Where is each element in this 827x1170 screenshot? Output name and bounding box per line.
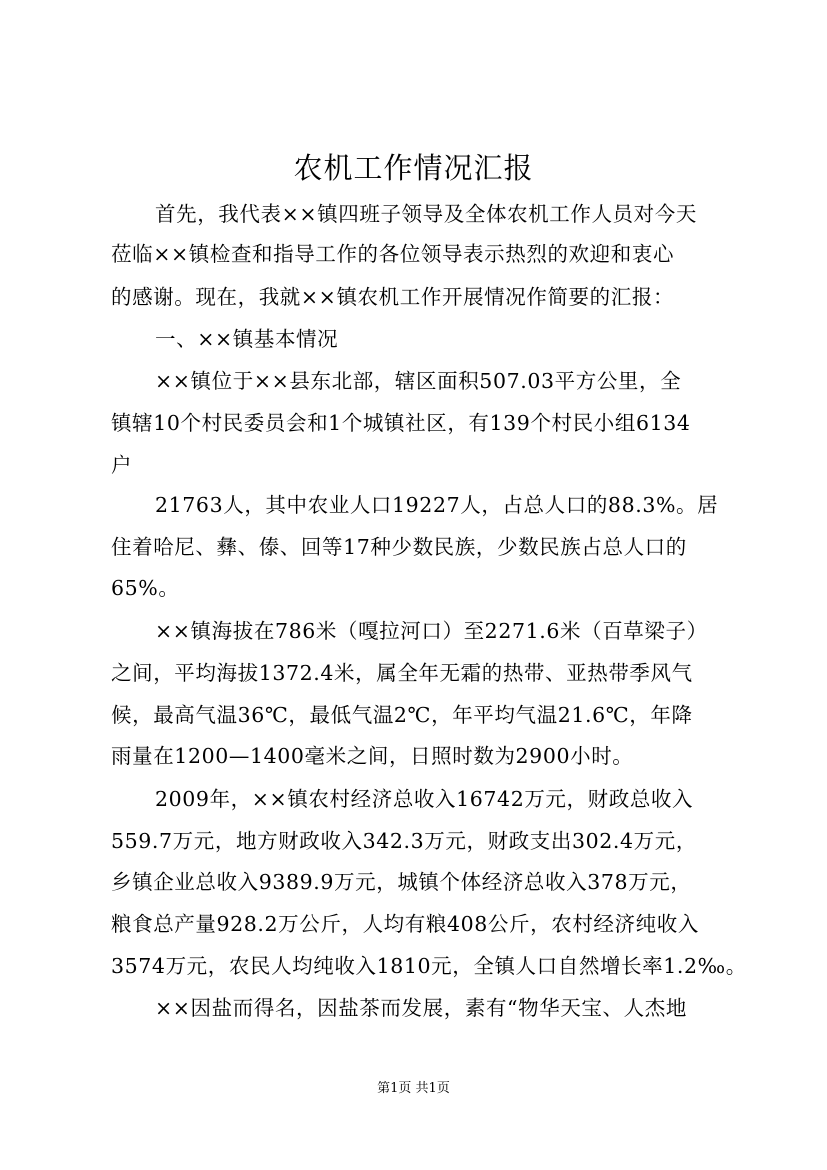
paragraph-line: 之间，平均海拔1372.4米，属全年无霜的热带、亚热带季风气 [111,661,693,685]
paragraph-line: 559.7万元，地方财政收入342.3万元，财政支出302.4万元， [111,829,697,853]
paragraph-line: 65%。 [111,576,180,600]
paragraph-line: 住着哈尼、彝、傣、回等17种少数民族，少数民族占总人口的 [111,535,687,559]
paragraph-line: 首先，我代表××镇四班子领导及全体农机工作人员对今天 [155,202,697,226]
paragraph-line: ××镇位于××县东北部，辖区面积507.03平方公里，全 [155,369,682,393]
paragraph-line: 莅临××镇检查和指导工作的各位领导表示热烈的欢迎和衷心 [111,242,675,266]
paragraph-line: 乡镇企业总收入9389.9万元，城镇个体经济总收入378万元， [111,870,692,894]
paragraph-line: ××镇海拔在786米（嘎拉河口）至2271.6米（百草梁子） [155,619,708,643]
paragraph-line: ××因盐而得名，因盐茶而发展，素有“物华天宝、人杰地 [155,996,687,1020]
paragraph-line: 雨量在1200—1400毫米之间，日照时数为2900小时。 [111,744,634,768]
paragraph-line: 粮食总产量928.2万公斤，人均有粮408公斤，农村经济纯收入 [111,912,699,936]
paragraph-line: 候，最高气温36℃，最低气温2℃，年平均气温21.6℃，年降 [111,703,693,727]
paragraph-line: 的感谢。现在，我就××镇农机工作开展情况作简要的汇报： [111,285,675,309]
paragraph-line: 2009年，××镇农村经济总收入16742万元，财政总收入 [155,787,694,811]
paragraph-line: 3574万元，农民人均纯收入1810元，全镇人口自然增长率1.2‰。 [111,954,747,978]
document-title: 农机工作情况汇报 [293,151,534,185]
page-footer: 第1页 共1页 [377,1081,450,1096]
section-heading: 一、××镇基本情况 [155,327,339,351]
paragraph-line: 户 [111,453,133,477]
paragraph-line: 21763人，其中农业人口19227人，占总人口的88.3%。居 [155,493,719,517]
paragraph-line: 镇辖10个村民委员会和1个城镇社区，有139个村民小组6134 [111,411,691,435]
